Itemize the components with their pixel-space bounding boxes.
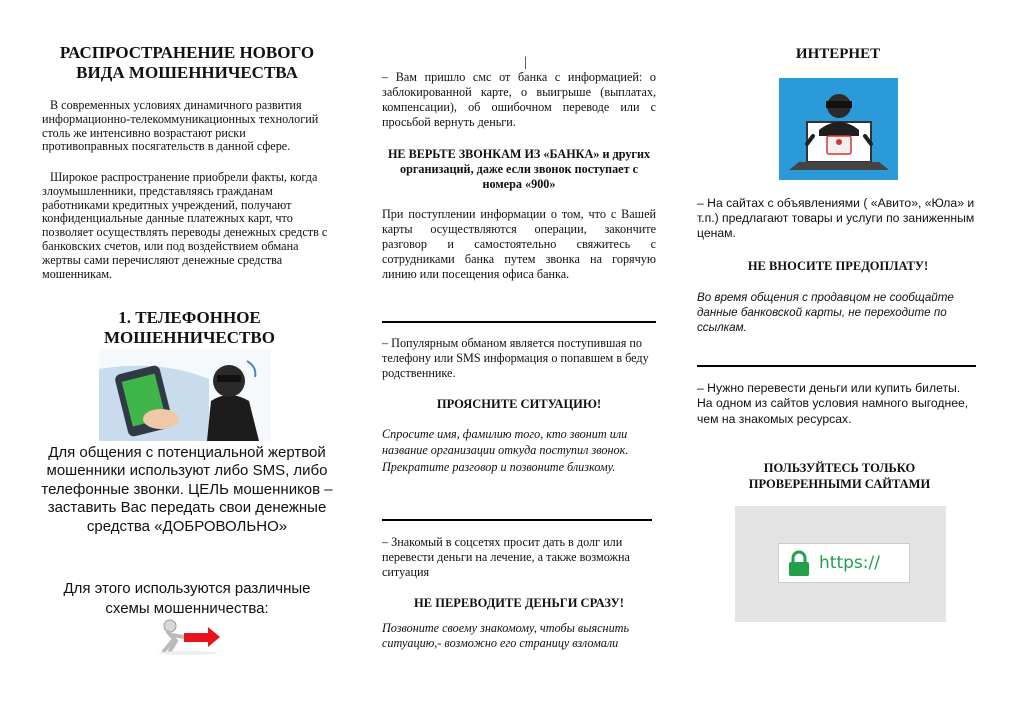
ads-heading: НЕ ВНОСИТЕ ПРЕДОПЛАТУ! (747, 259, 929, 273)
social-advice-text: Позвоните своему знакомому, чтобы выяснить ситуацию,- возможно его страницу взломали (382, 621, 630, 650)
text-cursor: | (524, 55, 527, 70)
internet-fraud-image (779, 78, 898, 180)
tickets-text: – Нужно перевести деньги или купить билеты. На одном из сайтов условия намного выгоднее, чем на знакомых ресурсах. (697, 381, 969, 426)
ads-advice-text: Во время общения с продавцом не сообщайте данные банковской карты, не переходите по ссылкам. (697, 291, 954, 334)
social-text: – Знакомый в соцсетях просит дать в долг или перевести деньги на лечение, а также возможна ситуация (382, 535, 630, 579)
relative-heading: ПРОЯСНИТЕ СИТУАЦИЮ! (436, 397, 602, 411)
schemes-text: Для этого используются различные схемы мошенничества: (63, 580, 311, 617)
pushing-arrow-icon (154, 617, 224, 655)
intro-paragraph-2: Широкое распространение приобрели факты, когда злоумышленники, представляясь гражданам работниками кредитных учреждений, получают конфиденциальные данные платежных карт, что позволяет осуществлять переводы денежных средств с банковских счетов, или под воздействием обмана жертвы сами перечисляют денежные средства мошенникам. (42, 170, 328, 281)
relative-advice-text: Спросите имя, фамилию того, кто звонит или название организации откуда поступил звонок. Прекратите разговор и позвоните близкому. (382, 427, 629, 474)
section-title-phone: 1. ТЕЛЕФОННОЕ МОШЕННИЧЕСТВО (104, 308, 275, 347)
ads-text: – На сайтах с объявлениями ( «Авито», «Юла» и т.п.) предлагают товары и услуги по заниженным ценам. (697, 196, 975, 240)
https-image (735, 506, 946, 622)
main-heading: РАСПРОСТРАНЕНИЕ НОВОГО ВИДА МОШЕННИЧЕСТВА (59, 43, 315, 82)
phone-scam-image (99, 349, 271, 441)
sites-heading: ПОЛЬЗУЙТЕСЬ ТОЛЬКО ПРОВЕРЕННЫМИ САЙТАМИ (748, 461, 931, 491)
lock-icon (787, 550, 811, 578)
divider-3 (697, 365, 976, 367)
phone-scam-text: Для общения с потенциальной жертвой мошенники используют либо SMS, либо телефонные звонки. ЦЕЛЬ мошенников – заставить Вас передать свои денежные средства «ДОБРОВОЛЬНО» (41, 444, 333, 535)
https-badge (778, 543, 910, 583)
bank-warning-heading: НЕ ВЕРЬТЕ ЗВОНКАМ ИЗ «БАНКА» и других организаций, даже если звонок поступает с номера «900» (387, 147, 651, 191)
https-label: https:// (819, 553, 880, 573)
bank-advice-text: При поступлении информации о том, что с Вашей карты осуществляются операции, закончите разговор и самостоятельно свяжитесь с сотрудниками банка путем звонка на горячую линию или посещения офиса банка. (382, 207, 656, 281)
social-heading: НЕ ПЕРЕВОДИТЕ ДЕНЬГИ СРАЗУ! (414, 596, 624, 610)
intro-paragraph-1: В современных условиях динамичного развития информационно-телекоммуникационных технологий столь же интенсивно возрастают риски противоправных посягательств в данной сфере. (42, 98, 319, 154)
relative-text: – Популярным обманом является поступившая по телефону или SMS информация о попавшем в беду родственнике. (382, 336, 649, 380)
divider-1 (382, 321, 656, 323)
bank-sms-text: – Вам пришло смс от банка с информацией: о заблокированной карте, о выигрыше (выплатах, компенсации), об ошибочном переводе или с просьбой вернуть деньги. (382, 70, 656, 129)
divider-2 (382, 519, 652, 521)
internet-heading: ИНТЕРНЕТ (795, 46, 881, 62)
